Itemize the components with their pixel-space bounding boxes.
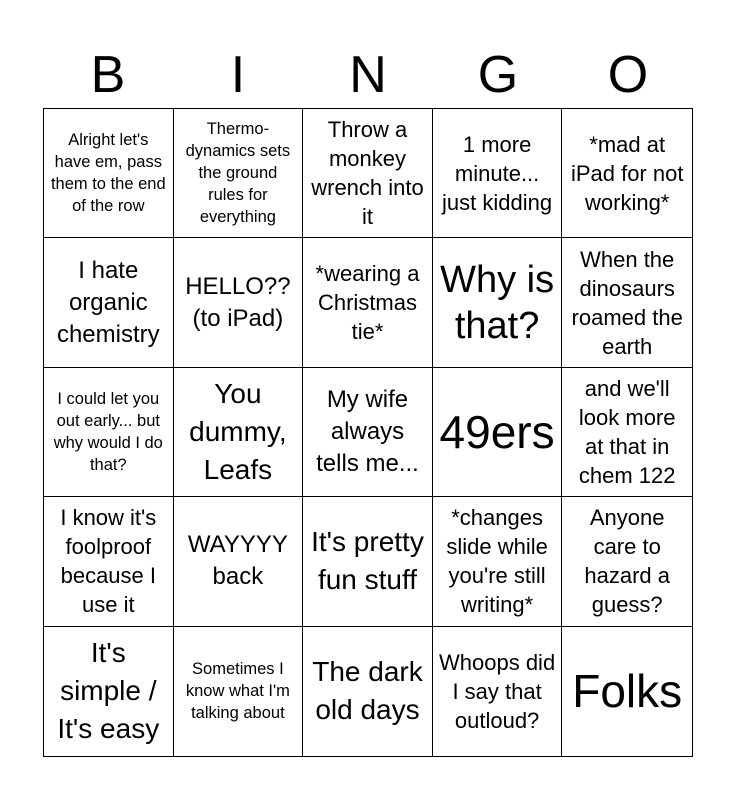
cell-text: My wife always tells me... [316, 385, 419, 477]
header-letter-o: O [607, 46, 649, 104]
header-letter-g: G [477, 46, 519, 104]
cell-text: 49ers [439, 405, 555, 458]
bingo-cell[interactable] [433, 368, 563, 497]
cell-text: Anyone care to hazard a guess? [584, 505, 670, 618]
cell-text: It's simple / It's easy [57, 637, 160, 745]
bingo-cell[interactable] [303, 368, 433, 497]
cell-text: The dark old days [312, 656, 423, 726]
cell-text: I know it's foolproof because I use it [60, 505, 157, 618]
bingo-cell[interactable] [433, 497, 563, 626]
cell-text: Folks [572, 665, 683, 718]
bingo-cell[interactable] [562, 109, 692, 238]
cell-text: *wearing a Christmas tie* [315, 261, 420, 345]
cell-text: WAYYYY back [187, 531, 288, 591]
bingo-cell[interactable] [562, 368, 692, 497]
bingo-cell[interactable] [303, 627, 433, 756]
bingo-cell[interactable] [44, 109, 174, 238]
header-letter-n: N [349, 46, 387, 104]
bingo-cell[interactable] [44, 627, 174, 756]
bingo-cell[interactable] [562, 627, 692, 756]
cell-text: Thermo-dynamics sets the ground rules for everything [185, 120, 291, 227]
cell-text: I could let you out early... but why would I do that? [53, 389, 163, 474]
bingo-cell[interactable] [174, 109, 304, 238]
cell-text: *changes slide while you're still writing* [446, 505, 548, 618]
cell-text: Whoops did I say that outloud? [439, 649, 556, 733]
bingo-cell[interactable] [303, 238, 433, 367]
bingo-cell[interactable] [44, 238, 174, 367]
cell-text: Why is that? [440, 258, 555, 347]
bingo-cell[interactable] [174, 497, 304, 626]
cell-text: 1 more minute... just kidding [442, 131, 553, 215]
bingo-cell[interactable] [433, 238, 563, 367]
bingo-cell[interactable] [174, 368, 304, 497]
cell-text: Throw a monkey wrench into it [311, 117, 424, 230]
cell-text: You dummy, Leafs [189, 377, 287, 485]
bingo-cell[interactable] [174, 627, 304, 756]
bingo-cell[interactable] [44, 368, 174, 497]
bingo-cell[interactable] [433, 109, 563, 238]
bingo-board [43, 108, 693, 757]
header-letter-i: I [230, 46, 246, 104]
cell-text: *mad at iPad for not working* [570, 131, 684, 215]
bingo-cell[interactable] [433, 627, 563, 756]
bingo-cell[interactable] [303, 497, 433, 626]
cell-text: When the dinosaurs roamed the earth [571, 246, 683, 359]
cell-text: It's pretty fun stuff [311, 526, 424, 596]
bingo-cell[interactable] [174, 238, 304, 367]
cell-text: I hate organic chemistry [56, 256, 160, 348]
cell-text: and we'll look more at that in chem 122 [578, 375, 676, 488]
bingo-header [43, 42, 693, 108]
bingo-cell[interactable] [44, 497, 174, 626]
bingo-cell[interactable] [303, 109, 433, 238]
header-letter-b: B [90, 46, 126, 104]
cell-text: HELLO?? (to iPad) [185, 272, 291, 332]
cell-text: Sometimes I know what I'm talking about [185, 660, 290, 723]
bingo-cell[interactable] [562, 497, 692, 626]
cell-text: Alright let's have em, pass them to the end of the row [50, 131, 166, 216]
bingo-cell[interactable] [562, 238, 692, 367]
